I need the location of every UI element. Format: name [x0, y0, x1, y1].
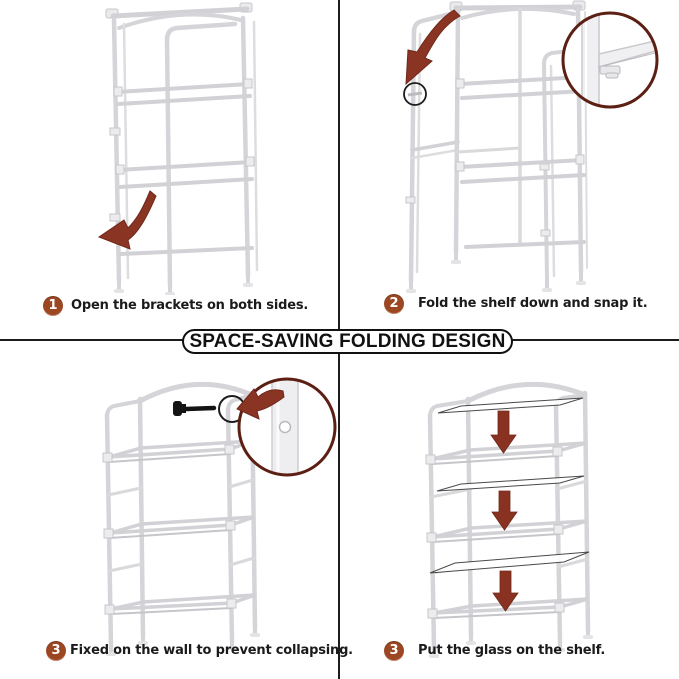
step-3-caption: Fixed on the wall to prevent collapsing. [70, 643, 353, 658]
step-3-caption-row [46, 641, 353, 661]
step-4-number-badge: 3 [384, 641, 404, 661]
step-2-caption: Fold the shelf down and snap it. [418, 296, 648, 311]
illustration-glass-rack [392, 345, 679, 679]
banner-pill [182, 329, 513, 354]
place-glass-arrows [491, 411, 518, 611]
step-2-caption-row [384, 294, 648, 314]
step-2-number-badge: 2 [384, 294, 404, 314]
step-4-caption: Put the glass on the shelf. [418, 643, 606, 658]
step-1-caption-row [43, 296, 308, 316]
folding-bracket [110, 214, 120, 221]
bracket-zoom-content [563, 11, 679, 109]
glass-panel [430, 552, 589, 573]
step-3-number-badge: 3 [46, 641, 66, 661]
illustration-folded-rack [75, 0, 340, 295]
step-1-number-badge: 1 [43, 296, 63, 316]
wall-screw-icon [173, 401, 214, 416]
banner-title: SPACE-SAVING FOLDING DESIGN [189, 330, 506, 352]
step-4-caption-row [384, 641, 605, 661]
step-1-caption: Open the brackets on both sides. [71, 298, 309, 313]
illustration-wall-fix-rack [0, 345, 339, 679]
glass-panel [438, 398, 583, 413]
folding-bracket [110, 128, 120, 135]
illustration-fold-shelf [370, 0, 679, 300]
